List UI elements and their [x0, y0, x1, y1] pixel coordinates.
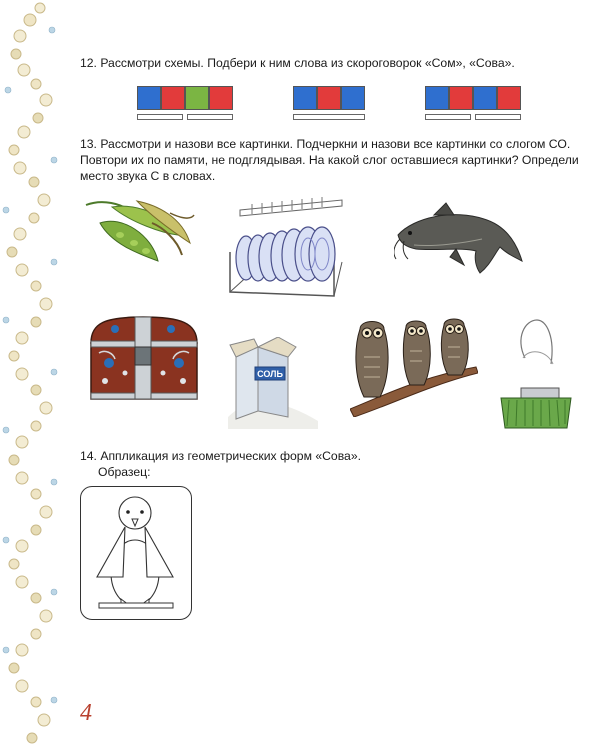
answer-line: [425, 114, 471, 120]
scheme-cell: [341, 86, 365, 110]
scheme-cell: [161, 86, 185, 110]
scheme-cell: [449, 86, 473, 110]
task-12-text: 12. Рассмотри схемы. Подбери к ним слова из скороговорок «Сом», «Сова».: [80, 56, 515, 70]
sound-scheme-1: [137, 86, 234, 122]
dish-rack-picture: [222, 192, 347, 300]
answer-line: [293, 114, 365, 120]
scheme-cell: [473, 86, 497, 110]
owls-picture: [350, 317, 478, 417]
salt-label: СОЛЬ: [257, 369, 283, 379]
beaded-border-decoration: [0, 0, 62, 750]
scheme-cell: [185, 86, 209, 110]
owl-applique-sample: [80, 486, 192, 620]
salt-box-picture: [228, 337, 322, 429]
scheme-cell: [317, 86, 341, 110]
sound-scheme-3: [425, 86, 522, 122]
scheme-cell: [137, 86, 161, 110]
task-13-line-1: 13. Рассмотри и назови все картинки. Подчеркни и назови все картинки со слогом СО.: [80, 137, 571, 151]
task-14-text: 14. Аппликация из геометрических форм «Сова».: [80, 449, 361, 463]
task-13-line-3: место звука С в словах.: [80, 169, 216, 183]
scheme-cell: [293, 86, 317, 110]
scheme-cell: [425, 86, 449, 110]
catfish-picture: [394, 195, 529, 285]
sound-scheme-2: [293, 86, 366, 122]
answer-line: [475, 114, 521, 120]
bean-pods-picture: [82, 195, 197, 270]
answer-line: [187, 114, 233, 120]
sample-label: Образец:: [98, 465, 151, 479]
scheme-cell: [497, 86, 521, 110]
task-13-line-2: Повтори их по памяти, не подглядывая. На какой слог оставшиеся картинки? Определи: [80, 153, 579, 167]
scheme-cell: [209, 86, 233, 110]
owl-geometric-figure: [81, 487, 190, 618]
treasure-chest-picture: [85, 313, 203, 405]
page-number: 4: [80, 700, 92, 726]
handbag-picture: [495, 318, 575, 430]
answer-line: [137, 114, 183, 120]
